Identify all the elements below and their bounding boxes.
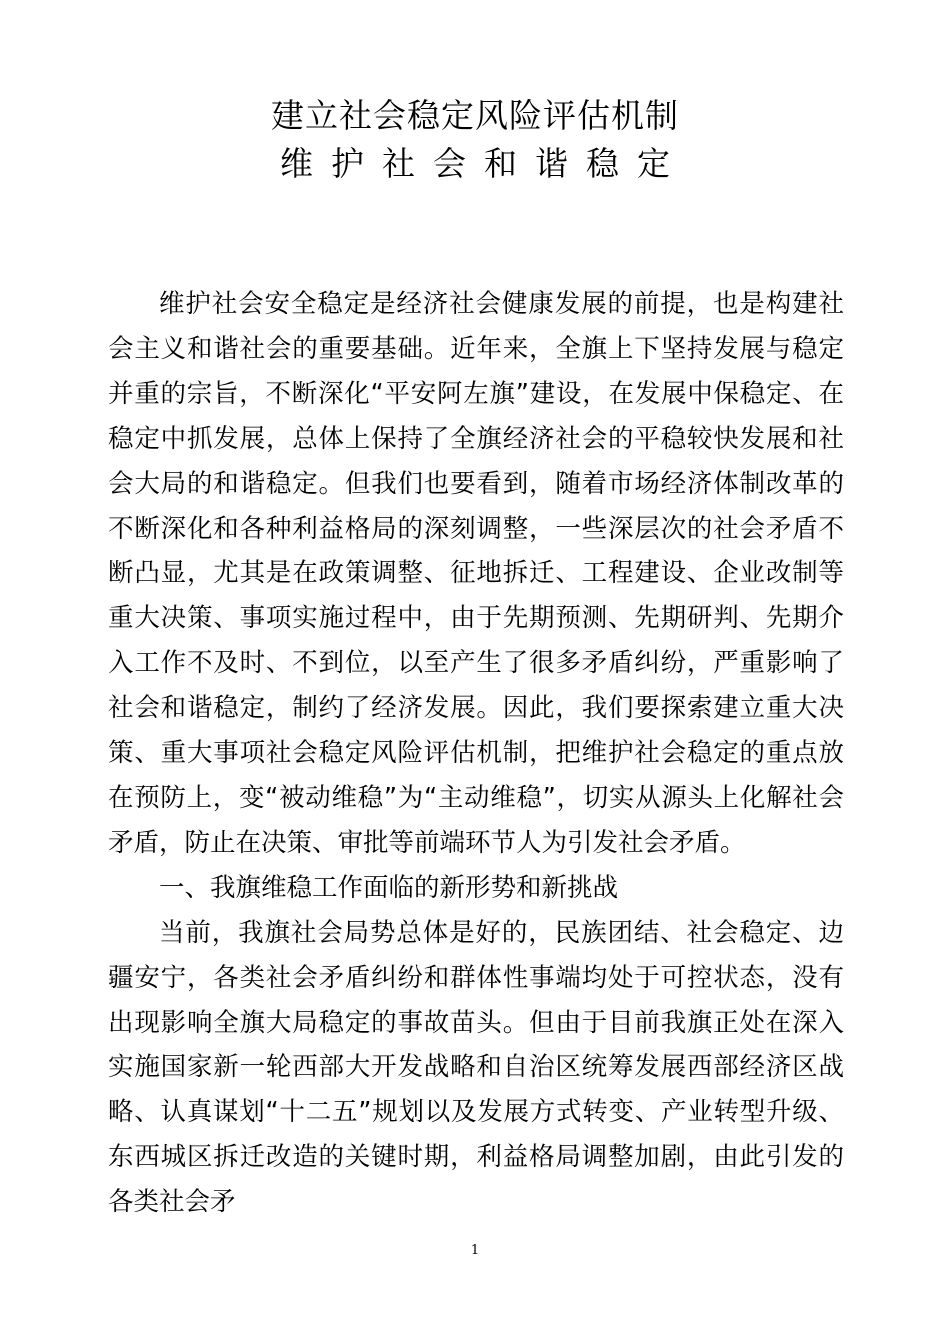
document-title-line-1: 建立社会稳定风险评估机制 (271, 96, 679, 135)
document-body (108, 282, 844, 1225)
section-heading-1: 一、我旗维稳工作面临的新形势和新挑战 (159, 872, 619, 903)
paragraph-current-situation: 当前，我旗社会局势总体是好的，民族团结、社会稳定、边疆安宁，各类社会矛盾纠纷和群体性事端均处于可控状态，没有出现影响全旗大局稳定的事故苗头。但由于目前我旗正处在深入实施国家新一轮西部大开发战略和自治区统筹发展西部经济区战略、认真谋划“十二五”规划以及发展方式转变、产业转型升级、东西城区拆迁改造的关键时期，利益格局调整加剧，由此引发的各类社会矛 (108, 917, 844, 1218)
page-number: 1 (470, 1243, 480, 1258)
paragraph-introduction: 维护社会安全稳定是经济社会健康发展的前提，也是构建社会主义和谐社会的重要基础。近年来，全旗上下坚持发展与稳定并重的宗旨，不断深化“平安阿左旗”建设，在发展中保稳定、在稳定中抓发展，总体上保持了全旗经济社会的平稳较快发展和社会大局的和谐稳定。但我们也要看到，随着市场经济体制改革的不断深化和各种利益格局的深刻调整，一些深层次的社会矛盾不断凸显，尤其是在政策调整、征地拆迁、工程建设、企业改制等重大决策、事项实施过程中，由于先期预测、先期研判、先期介入工作不及时、不到位，以至产生了很多矛盾纠纷，严重影响了社会和谐稳定，制约了经济发展。因此，我们要探索建立重大决策、重大事项社会稳定风险评估机制，把维护社会稳定的重点放在预防上，变“被动维稳”为“主动维稳”，切实从源头上化解社会矛盾，防止在决策、审批等前端环节人为引发社会矛盾。 (108, 289, 844, 858)
document-title-line-2: 维护社会和谐稳定 (280, 144, 688, 183)
